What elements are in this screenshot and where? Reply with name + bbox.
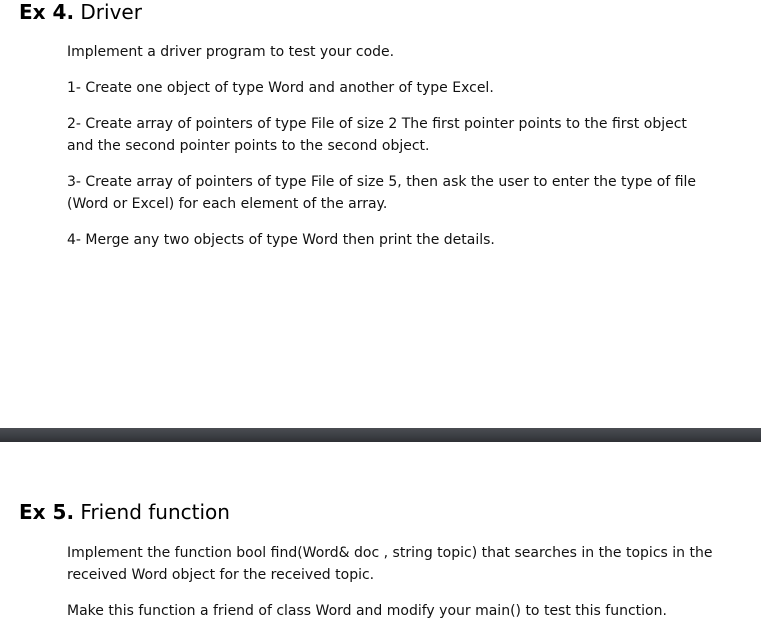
exercise-5-description: Implement the function bool find(Word& doc , string topic) that searches in the topics in the received Word object for the received topic. — [67, 545, 713, 583]
exercise-4-intro: Implement a driver program to test your code. — [67, 44, 395, 60]
page-divider — [0, 428, 761, 442]
exercise-4-step-4: 4- Merge any two objects of type Word then print the details. — [67, 232, 495, 248]
exercise-4-heading — [19, 0, 142, 24]
exercise-4-step-2: 2- Create array of pointers of type File of size 2 The first pointer points to the first object and the second pointer points to the second object. — [67, 116, 687, 154]
exercise-4-step-3: 3- Create array of pointers of type File of size 5, then ask the user to enter the type of file (Word or Excel) for each element of the array. — [67, 174, 697, 212]
exercise-5-label: Ex 5. — [19, 500, 75, 524]
exercise-4-step-1: 1- Create one object of type Word and another of type Excel. — [67, 80, 494, 96]
exercise-5-title: Friend function — [80, 500, 230, 524]
exercise-4-title: Driver — [80, 0, 142, 24]
exercise-5-heading — [19, 500, 230, 524]
exercise-5-instruction: Make this function a friend of class Word and modify your main() to test this function. — [67, 603, 667, 619]
exercise-5-section — [0, 442, 761, 625]
exercise-4-label: Ex 4. — [19, 0, 75, 24]
